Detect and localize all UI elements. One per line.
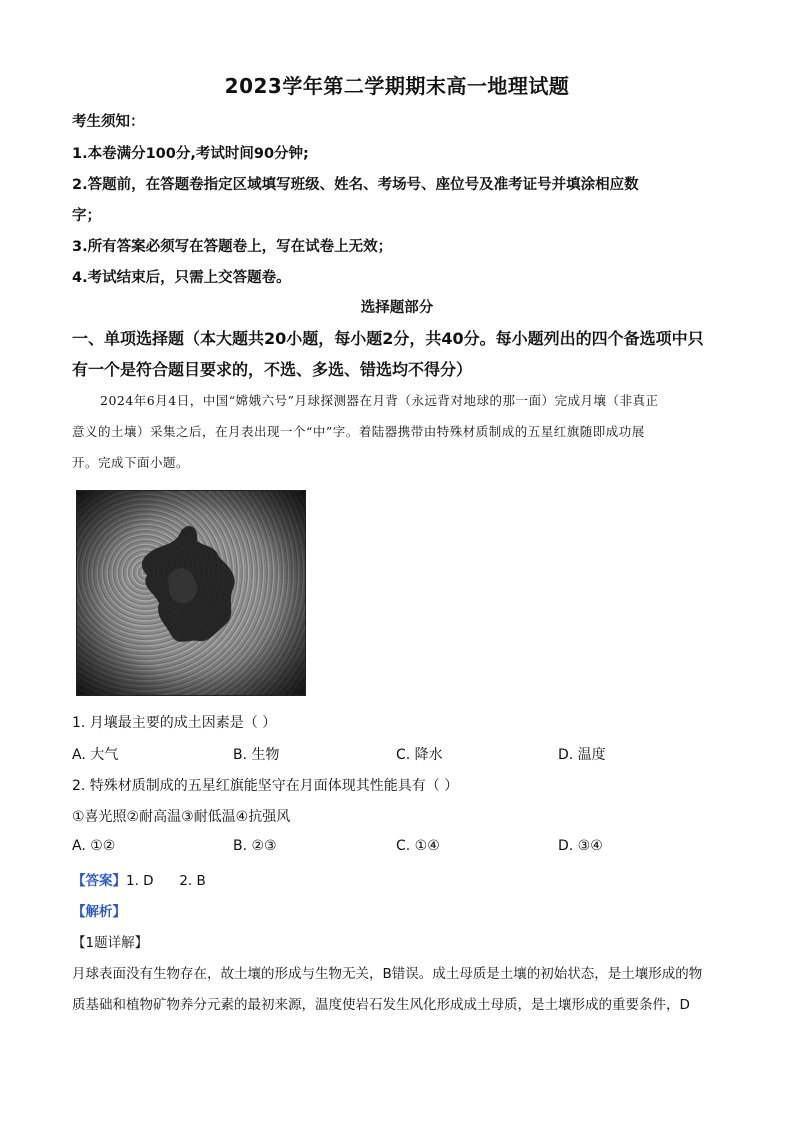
question-2-option-b: B. ②③ xyxy=(233,838,277,854)
notice-item-4: 4.考试结束后，只需上交答题卷。 xyxy=(72,270,291,286)
question-2-items: ①喜光照②耐高温③耐低温④抗强风 xyxy=(72,809,291,825)
lunar-surface-photo xyxy=(76,490,306,696)
passage-line-3: 开。完成下面小题。 xyxy=(72,455,190,470)
answer-row xyxy=(72,869,206,889)
question-1-option-c: C. 降水 xyxy=(396,747,443,763)
answer-tag: 【答案】 xyxy=(72,873,126,889)
analysis-detail-heading: 【1题详解】 xyxy=(72,935,149,951)
question-1-option-a: A. 大气 xyxy=(72,747,119,763)
question-1-option-b: B. 生物 xyxy=(233,747,280,763)
notice-heading: 考生须知： xyxy=(72,114,145,130)
section-instruction-1: 一、单项选择题（本大题共20小题，每小题2分，共40分。每小题列出的四个备选项中只 xyxy=(72,329,704,348)
question-2-option-a: A. ①② xyxy=(72,838,116,854)
section-instruction-2: 有一个是符合题目要求的，不选、多选、错选均不得分） xyxy=(72,360,473,379)
passage-line-2: 意义的土壤）采集之后，在月表出现一个“中”字。着陆器携带由特殊材质制成的五星红旗随即成功展 xyxy=(72,424,645,439)
notice-item-1: 1.本卷满分100分,考试时间90分钟; xyxy=(72,146,309,162)
section-title: 选择题部分 xyxy=(360,300,434,316)
question-1-option-d: D. 温度 xyxy=(558,747,606,763)
page-title: 2023学年第二学期期末高一地理试题 xyxy=(224,74,570,98)
analysis-line-2: 质基础和植物矿物养分元素的最初来源，温度使岩石发生风化形成成土母质，是土壤形成的重要条件，D xyxy=(72,997,690,1013)
notice-item-2-cont: 字； xyxy=(72,208,101,224)
question-1-stem: 1. 月壤最主要的成土因素是（ ） xyxy=(72,715,277,731)
passage-line-1: 2024年6月4日，中国“嫦娥六号”月球探测器在月背（永远背对地球的那一面）完成月壤（非真正 xyxy=(100,393,659,408)
question-2-option-c: C. ①④ xyxy=(396,838,440,854)
analysis-line-1: 月球表面没有生物存在，故土壤的形成与生物无关，B错误。成土母质是土壤的初始状态，是土壤形成的物 xyxy=(72,966,703,982)
analysis-row xyxy=(72,900,126,920)
notice-item-2: 2.答题前，在答题卷指定区域填写班级、姓名、考场号、座位号及准考证号并填涂相应数 xyxy=(72,177,639,193)
question-2-stem: 2. 特殊材质制成的五星红旗能坚守在月面体现其性能具有（ ） xyxy=(72,778,459,794)
lunar-sample-mark-image xyxy=(77,491,305,695)
analysis-tag: 【解析】 xyxy=(72,904,126,920)
notice-item-3: 3.所有答案必须写在答题卷上，写在试卷上无效； xyxy=(72,239,393,255)
answer-value: 1. D 2. B xyxy=(126,873,206,889)
question-2-option-d: D. ③④ xyxy=(558,838,603,854)
